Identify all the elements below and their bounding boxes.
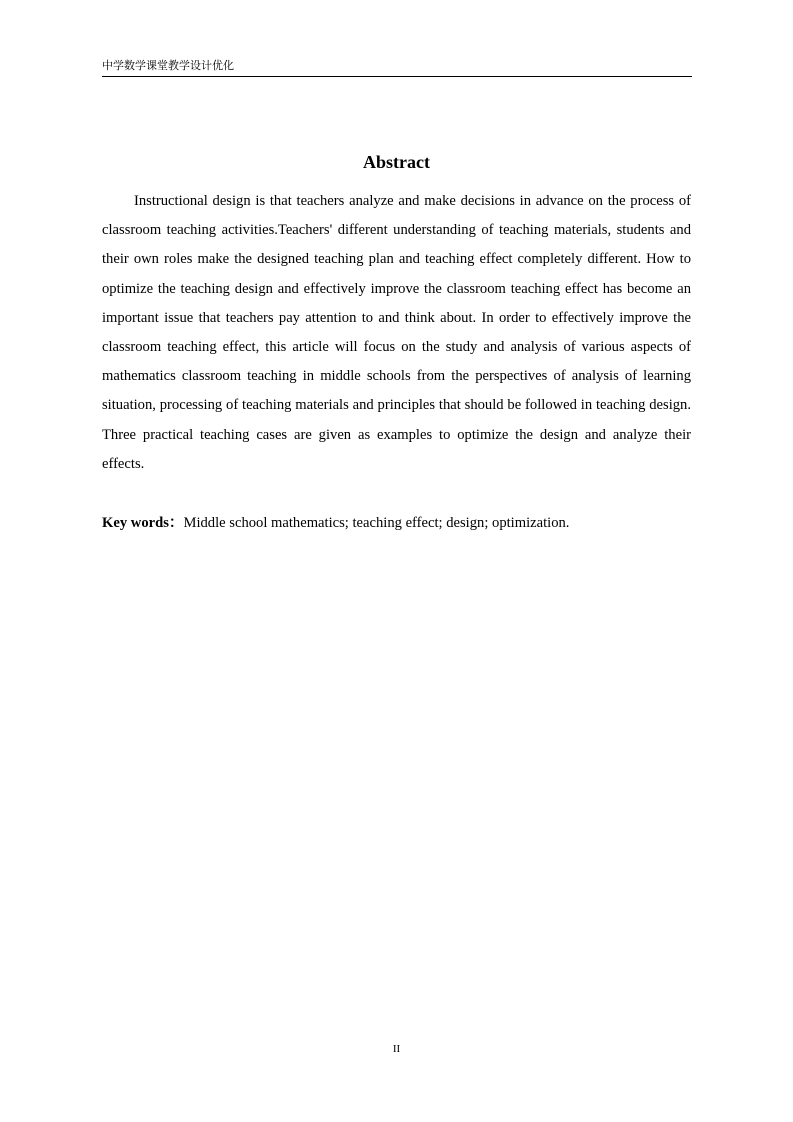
- running-header-title: 中学数学课堂教学设计优化: [102, 59, 234, 72]
- running-header: [102, 59, 692, 77]
- abstract-title: Abstract: [363, 152, 430, 172]
- page-number: II: [392, 1043, 401, 1055]
- keywords-line: [102, 509, 691, 538]
- abstract-body: Instructional design is that teachers analyze and make decisions in advance on the process of classroom teaching activities.Teachers' different understanding of teaching materials, students and their own roles make the designed teaching plan and teaching effect completely different. How to optimize the teaching design and effectively improve the classroom teaching effect has become an important issue that teachers pay attention to and think about. In order to effectively improve the classroom teaching effect, this article will focus on the study and analysis of various aspects of mathematics classroom teaching in middle schools from the perspectives of analysis of learning situation, processing of teaching materials and principles that should be followed in teaching design. Three practical teaching cases are given as examples to optimize the design and analyze their effects.: [102, 193, 691, 472]
- keywords-text: Middle school mathematics; teaching effect; design; optimization.: [183, 515, 570, 531]
- keywords-label: Key words：: [102, 515, 184, 531]
